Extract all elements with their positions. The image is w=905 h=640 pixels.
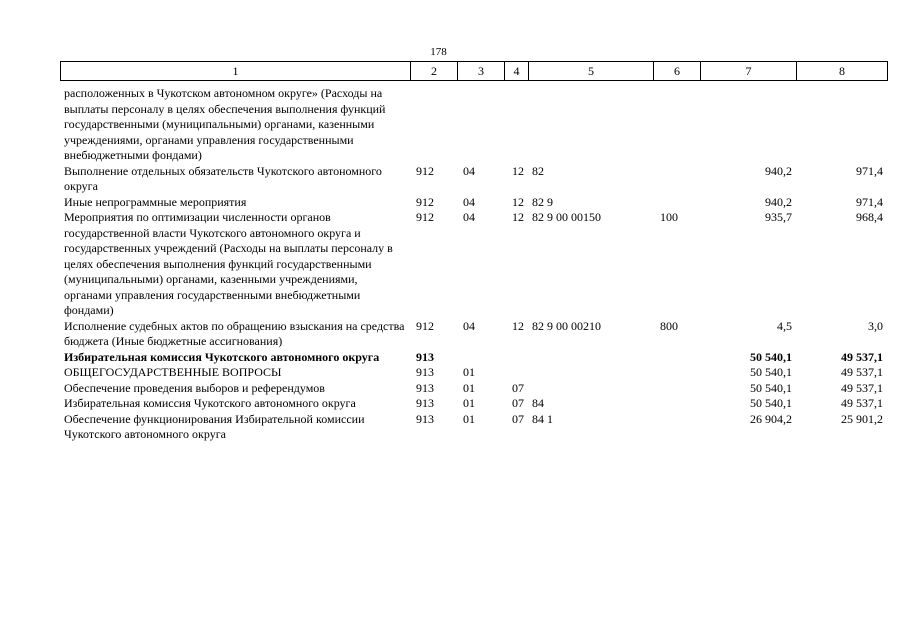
expense-type-cell — [653, 412, 700, 443]
subsection-cell: 07 — [512, 380, 524, 395]
target-article-cell: 82 9 00 00150 — [532, 210, 601, 224]
grbs-cell — [410, 86, 457, 164]
target-article-cell: 82 9 — [532, 194, 553, 209]
expense-type-cell — [653, 195, 700, 211]
target-article-cell: 84 1 — [532, 411, 553, 426]
name-cell: Обеспечение проведения выборов и референдумов — [64, 380, 325, 395]
grbs-cell: 912 — [416, 163, 434, 178]
header-cell-5: 5 — [529, 62, 654, 81]
header-cell-4: 4 — [505, 62, 529, 81]
table-row — [60, 210, 887, 319]
name-cell: ОБЩЕГОСУДАРСТВЕННЫЕ ВОПРОСЫ — [64, 365, 282, 379]
target-article-cell: 82 9 00 00210 — [532, 318, 601, 333]
subsection-cell: 12 — [512, 210, 524, 224]
grbs-cell: 913 — [416, 396, 434, 410]
name-cell: Мероприятия по оптимизации численности органов государственной власти Чукотского автономного округа и государственных учреждений (Расходы на выплаты персоналу в целях обеспечения выполнения функций государственными (муниципальными) органами, казенными учреждениями, органами управления государственными внебюджетными фондами) — [64, 210, 393, 317]
section-cell: 04 — [463, 210, 475, 224]
subsection-cell: 12 — [512, 163, 524, 178]
grbs-cell: 912 — [416, 194, 434, 209]
amount-year1-cell: 50 540,1 — [750, 349, 792, 364]
amount-year1-cell — [700, 86, 796, 164]
expense-type-cell: 100 — [660, 210, 678, 224]
header-cell-8: 8 — [797, 62, 888, 81]
grbs-cell: 913 — [416, 349, 434, 364]
section-cell: 04 — [463, 318, 475, 333]
target-article-cell — [528, 350, 653, 366]
grbs-cell: 912 — [416, 318, 434, 333]
grbs-cell: 913 — [416, 411, 434, 426]
name-cell: Исполнение судебных актов по обращению взыскания на средства бюджета (Иные бюджетные ассигнования) — [64, 318, 405, 348]
expense-type-cell: 800 — [660, 318, 678, 333]
target-article-cell — [528, 86, 653, 164]
subsection-cell — [504, 86, 528, 164]
section-cell: 04 — [463, 194, 475, 209]
amount-year2-cell: 3,0 — [868, 318, 883, 333]
table-row — [60, 164, 887, 195]
section-cell: 01 — [463, 396, 475, 410]
amount-year2-cell: 971,4 — [856, 194, 883, 209]
amount-year2-cell: 971,4 — [856, 163, 883, 178]
subsection-cell: 07 — [512, 396, 524, 410]
section-cell: 01 — [463, 411, 475, 426]
name-cell: Обеспечение функционирования Избирательной комиссии Чукотского автономного округа — [64, 411, 365, 441]
amount-year1-cell: 940,2 — [765, 163, 792, 178]
section-cell: 04 — [463, 163, 475, 178]
amount-year1-cell: 50 540,1 — [750, 365, 792, 379]
amount-year2-cell: 968,4 — [856, 210, 883, 224]
table-row — [60, 319, 887, 350]
expense-type-cell — [653, 164, 700, 195]
expense-type-cell — [653, 381, 700, 397]
header-cell-3: 3 — [458, 62, 505, 81]
amount-year2-cell — [796, 86, 887, 164]
amount-year1-cell: 940,2 — [765, 194, 792, 209]
name-cell: Выполнение отдельных обязательств Чукотского автономного округа — [64, 163, 382, 193]
subsection-cell: 12 — [512, 194, 524, 209]
amount-year2-cell: 25 901,2 — [841, 411, 883, 426]
header-row — [61, 62, 888, 81]
page-number: 178 — [430, 46, 447, 58]
target-article-cell — [528, 381, 653, 397]
table-row — [60, 195, 887, 211]
header-cell-6: 6 — [654, 62, 701, 81]
target-article-cell — [528, 365, 653, 381]
table-row — [60, 396, 887, 412]
amount-year1-cell: 935,7 — [765, 210, 792, 224]
name-cell: Иные непрограммные мероприятия — [64, 194, 247, 209]
expense-type-cell — [653, 396, 700, 412]
amount-year2-cell: 49 537,1 — [841, 380, 883, 395]
budget-table-body — [60, 86, 887, 443]
table-row — [60, 412, 887, 443]
expense-type-cell — [653, 365, 700, 381]
header-cell-7: 7 — [701, 62, 797, 81]
table-row — [60, 381, 887, 397]
name-cell: расположенных в Чукотском автономном округе» (Расходы на выплаты персоналу в целях обеспечения выполнения функций государственными (муниципальными) органами, казенными учреждениями, органами управления государственными внебюджетными фондами) — [64, 86, 386, 162]
grbs-cell: 913 — [416, 380, 434, 395]
column-header-table — [60, 61, 888, 81]
table-row — [60, 86, 887, 164]
header-cell-2: 2 — [411, 62, 458, 81]
amount-year2-cell: 49 537,1 — [841, 365, 883, 379]
amount-year1-cell: 4,5 — [777, 318, 792, 333]
section-cell — [457, 86, 504, 164]
section-cell: 01 — [463, 365, 475, 379]
amount-year2-cell: 49 537,1 — [841, 349, 883, 364]
grbs-cell: 912 — [416, 210, 434, 224]
table-row — [60, 350, 887, 366]
section-cell — [457, 350, 504, 366]
name-cell: Избирательная комиссия Чукотского автономного округа — [64, 396, 356, 410]
name-cell: Избирательная комиссия Чукотского автономного округа — [64, 349, 380, 364]
expense-type-cell — [653, 350, 700, 366]
header-cell-1: 1 — [61, 62, 411, 81]
subsection-cell — [504, 365, 528, 381]
amount-year1-cell: 26 904,2 — [750, 411, 792, 426]
amount-year1-cell: 50 540,1 — [750, 380, 792, 395]
subsection-cell: 12 — [512, 318, 524, 333]
grbs-cell: 913 — [416, 365, 434, 379]
amount-year2-cell: 49 537,1 — [841, 396, 883, 410]
subsection-cell — [504, 350, 528, 366]
expense-type-cell — [653, 86, 700, 164]
amount-year1-cell: 50 540,1 — [750, 396, 792, 410]
table-row — [60, 365, 887, 381]
section-cell: 01 — [463, 380, 475, 395]
target-article-cell: 84 — [532, 396, 544, 410]
target-article-cell: 82 — [532, 163, 544, 178]
subsection-cell: 07 — [512, 411, 524, 426]
